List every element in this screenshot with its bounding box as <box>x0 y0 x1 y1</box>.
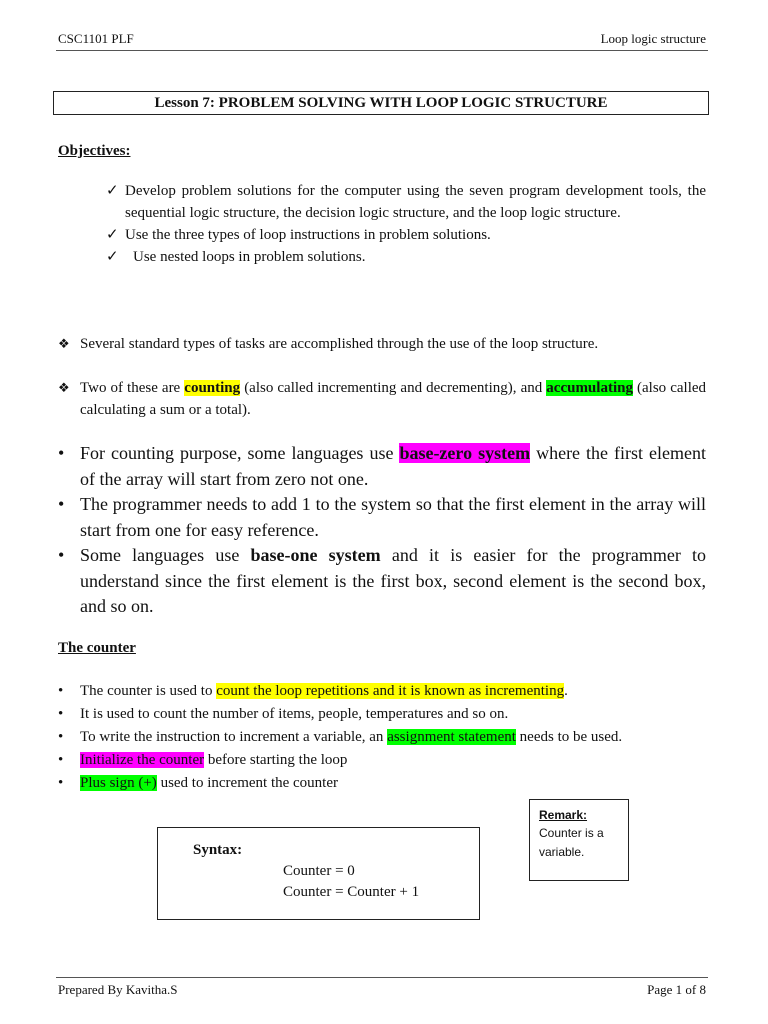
objective-item <box>106 246 706 268</box>
highlight-initialize-counter: Initialize the counter <box>80 752 205 768</box>
diamond-point <box>58 333 706 355</box>
objectives-heading: Objectives: <box>58 143 131 159</box>
bullet-icon: • <box>58 443 65 463</box>
bullet-icon: • <box>58 706 64 722</box>
list-item <box>58 441 706 492</box>
text-run: Some languages use <box>80 545 251 565</box>
text-run: The counter is used to <box>80 683 217 699</box>
diamond-point-text: Several standard types of tasks are accomplished through the use of the loop structure. <box>80 336 599 352</box>
remark-text: Counter is a variable. <box>539 826 604 859</box>
diamond-bullet-icon: ❖ <box>58 380 70 395</box>
bullet-icon: • <box>58 729 64 745</box>
text-run: used to increment the counter <box>156 775 338 791</box>
bullet-icon: • <box>58 494 65 514</box>
objectives-list <box>106 180 706 268</box>
remark-title: Remark: <box>539 808 588 822</box>
lesson-title: Lesson 7: PROBLEM SOLVING WITH LOOP LOGIC STRUCTURE <box>53 91 709 115</box>
list-item <box>58 703 706 726</box>
list-item <box>58 543 706 620</box>
footer-author: Prepared By Kavitha.S <box>58 982 178 997</box>
list-item <box>58 680 706 703</box>
text-run: and it is easier for the programmer to understand since the first element is the first box, second element is the second box, and so on. <box>80 545 706 616</box>
diamond-point-tasks <box>58 333 706 355</box>
bullet-icon: • <box>58 752 64 768</box>
text-run: where the first element of the array will start from zero not one. <box>80 443 706 489</box>
syntax-line: Counter = 0 <box>283 863 355 879</box>
text-run: needs to be used. <box>515 729 623 745</box>
remark-box <box>529 799 629 881</box>
syntax-title: Syntax: <box>193 842 243 858</box>
syntax-box <box>157 827 480 920</box>
list-item <box>58 726 706 749</box>
highlight-counting: counting <box>184 380 241 396</box>
diamond-bullet-icon: ❖ <box>58 336 70 351</box>
objective-text: Develop problem solutions for the computer using the seven program development tools, the sequential logic structure, the decision logic structure, and the loop logic structure. <box>125 183 706 221</box>
checkmark-icon: ✓ <box>106 227 119 243</box>
text-run: To write the instruction to increment a variable, an <box>80 729 388 745</box>
diamond-point-counting <box>58 377 706 421</box>
objective-text: Use the three types of loop instructions in problem solutions. <box>125 227 491 243</box>
objective-item <box>106 224 706 246</box>
text-run: It is used to count the number of items, people, temperatures and so on. <box>80 706 509 722</box>
bullet-icon: • <box>58 545 65 565</box>
checkmark-icon: ✓ <box>106 249 119 265</box>
highlight-assignment-statement: assignment statement <box>387 729 516 745</box>
syntax-line: Counter = Counter + 1 <box>283 884 420 900</box>
text-run: before starting the loop <box>204 752 348 768</box>
highlight-accumulating: accumulating <box>546 380 633 396</box>
highlight-count-repetitions: count the loop repetitions and it is known as incrementing <box>216 683 565 699</box>
highlight-base-zero: base-zero system <box>399 443 531 463</box>
text-run: . <box>564 683 568 699</box>
text-run: Two of these are <box>80 380 185 396</box>
footer-divider <box>56 977 708 978</box>
highlight-plus-sign: Plus sign (+) <box>80 775 157 791</box>
header-topic: Loop logic structure <box>600 31 706 46</box>
header-course-code: CSC1101 PLF <box>58 31 134 46</box>
text-run: (also called incrementing and decrementing), and <box>240 380 547 396</box>
footer-page-number: Page 1 of 8 <box>647 982 706 997</box>
objective-text: Use nested loops in problem solutions. <box>133 249 366 265</box>
text-run: The programmer needs to add 1 to the system so that the first element in the array will start from one for easy reference. <box>80 494 706 540</box>
bold-base-one: base-one system <box>250 545 381 565</box>
objective-item <box>106 180 706 224</box>
counter-list <box>58 680 706 795</box>
list-item <box>58 492 706 543</box>
checkmark-icon: ✓ <box>106 183 119 199</box>
base-system-list <box>58 441 706 620</box>
list-item <box>58 749 706 772</box>
header-divider <box>56 50 708 51</box>
text-run: For counting purpose, some languages use <box>80 443 400 463</box>
list-item <box>58 772 706 795</box>
counter-heading: The counter <box>58 640 136 656</box>
text-run: (also called calculating a sum or a total). <box>80 380 707 418</box>
bullet-icon: • <box>58 683 64 699</box>
diamond-point <box>58 377 706 421</box>
bullet-icon: • <box>58 775 64 791</box>
